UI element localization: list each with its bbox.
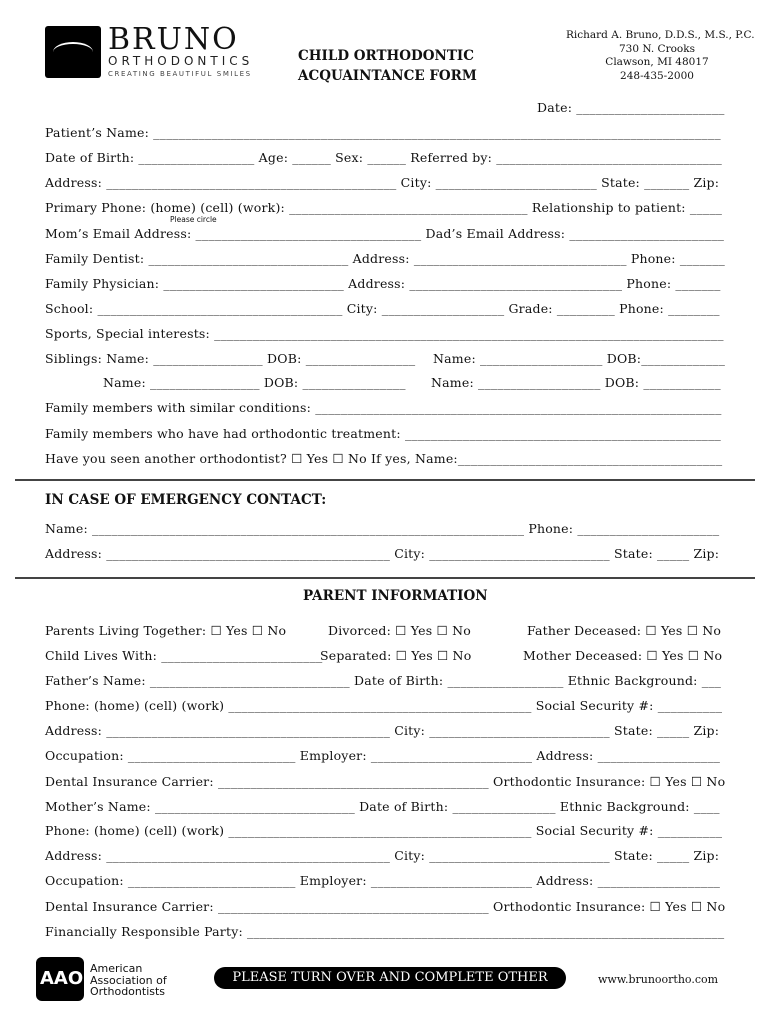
aao-line2: Association of: [90, 973, 167, 987]
father-address-row[interactable]: Address: ____________________________________________ City: ____________________________ State: _____ Zip:: [45, 723, 720, 738]
financial-party-row[interactable]: Financially Responsible Party: __________________________________________________________________________: [45, 924, 725, 939]
mother-phone-row[interactable]: Phone: (home) (cell) (work) _______________________________________________ Social Security #: __________: [45, 823, 723, 838]
mother-deceased-checkbox[interactable]: Mother Deceased: ☐ Yes ☐ No: [523, 648, 723, 663]
aao-logo-icon: [36, 957, 84, 1001]
mother-name-row[interactable]: Mother’s Name: _______________________________ Date of Birth: ________________ Ethnic Background: ____: [45, 799, 720, 814]
father-occupation-row[interactable]: Occupation: __________________________ Employer: _________________________ Address: ___________________: [45, 748, 721, 763]
dob-age-sex-row[interactable]: Date of Birth: __________________ Age: ______ Sex: ______ Referred by: ___________________________________: [45, 150, 722, 165]
separated-checkbox[interactable]: Separated: ☐ Yes ☐ No: [320, 648, 472, 663]
aao-line1: American: [90, 962, 143, 975]
mother-insurance-row[interactable]: Dental Insurance Carrier: __________________________________________ Orthodontic Insurance: ☐ Yes ☐ No: [45, 899, 726, 914]
please-circle-note: Please circle: [170, 215, 217, 224]
form-title-line1: CHILD ORTHODONTIC: [298, 48, 474, 64]
child-lives-with-field[interactable]: Child Lives With: _________________________: [45, 648, 323, 663]
primary-phone-row[interactable]: Primary Phone: (home) (cell) (work): _____________________________________ Relationship to patient: _____: [45, 200, 723, 215]
school-row[interactable]: School: ______________________________________ City: ___________________ Grade: _________ Phone: ________: [45, 301, 720, 316]
family-dentist-row[interactable]: Family Dentist: _______________________________ Address: _________________________________ Phone: _______: [45, 251, 726, 266]
doctor-name: Richard A. Bruno, D.D.S., M.S., P.C.: [566, 29, 755, 41]
another-orthodontist-row[interactable]: Have you seen another orthodontist? ☐ Yes ☐ No If yes, Name:_________________________________________: [45, 451, 723, 466]
city-state: Clawson, MI 48017: [605, 56, 709, 68]
mother-occupation-row[interactable]: Occupation: __________________________ Employer: _________________________ Address: ___________________: [45, 873, 721, 888]
father-insurance-row[interactable]: Dental Insurance Carrier: __________________________________________ Orthodontic Insurance: ☐ Yes ☐ No: [45, 774, 726, 789]
ortho-treatment-row[interactable]: Family members who have had orthodontic treatment: _________________________________________________: [45, 426, 721, 441]
family-physician-row[interactable]: Family Physician: ____________________________ Address: _________________________________ Phone: _______: [45, 276, 721, 291]
father-deceased-checkbox[interactable]: Father Deceased: ☐ Yes ☐ No: [527, 623, 722, 638]
aao-line3: Orthodontists: [90, 985, 166, 998]
parent-heading: PARENT INFORMATION: [303, 588, 488, 604]
aao-name: [90, 963, 167, 998]
divorced-checkbox[interactable]: Divorced: ☐ Yes ☐ No: [328, 623, 471, 638]
brand-tagline: CREATING BEAUTIFUL SMILES: [108, 70, 252, 78]
section-divider: [15, 479, 755, 481]
brand-subtitle: ORTHODONTICS: [108, 54, 254, 68]
section-divider: [15, 577, 755, 579]
sibling-row-1-left[interactable]: Siblings: Name: _________________ DOB: _________________: [45, 351, 416, 366]
email-row[interactable]: Mom’s Email Address: ___________________________________ Dad’s Email Address: ________________________: [45, 226, 725, 241]
bruno-logo-icon: [45, 26, 101, 78]
mother-address-row[interactable]: Address: ____________________________________________ City: ____________________________ State: _____ Zip:: [45, 848, 720, 863]
sibling-row-1-right[interactable]: Name: ___________________ DOB:_____________: [433, 351, 726, 366]
similar-conditions-row[interactable]: Family members with similar conditions: _______________________________________________________________: [45, 400, 722, 415]
emergency-name-row[interactable]: Name: ___________________________________________________________________ Phone: ______________________: [45, 521, 720, 536]
aao-mark: AAO: [40, 968, 84, 989]
father-phone-row[interactable]: Phone: (home) (cell) (work) _______________________________________________ Social Security #: __________: [45, 698, 723, 713]
turn-over-banner: PLEASE TURN OVER AND COMPLETE OTHER SIDE: [214, 967, 566, 989]
street: 730 N. Crooks: [618, 42, 696, 55]
website-link[interactable]: www.brunoortho.com: [598, 973, 719, 986]
date-field[interactable]: Date: _______________________: [537, 100, 725, 115]
form-title-line2: ACQUAINTANCE FORM: [298, 68, 477, 84]
patient-name-field[interactable]: Patient’s Name: ________________________________________________________________________________________: [45, 125, 721, 140]
living-together-checkbox[interactable]: Parents Living Together: ☐ Yes ☐ No: [45, 623, 287, 638]
practice-phone: 248-435-2000: [620, 69, 694, 82]
sibling-row-2-left[interactable]: Name: _________________ DOB: ________________: [103, 375, 406, 390]
sibling-row-2-right[interactable]: Name: ___________________ DOB: ____________: [431, 375, 721, 390]
form-title: [298, 46, 477, 86]
brand-name: BRUNO: [108, 22, 239, 57]
father-name-row[interactable]: Father’s Name: _______________________________ Date of Birth: __________________ Ethnic Background: ___: [45, 673, 722, 688]
emergency-address-row[interactable]: Address: ____________________________________________ City: ____________________________ State: _____ Zip:: [45, 546, 720, 561]
address-row[interactable]: Address: _____________________________________________ City: _________________________ State: _______ Zip:: [45, 175, 720, 190]
emergency-heading: IN CASE OF EMERGENCY CONTACT:: [45, 492, 327, 508]
practice-address: [566, 29, 755, 83]
sports-row[interactable]: Sports, Special interests: _______________________________________________________________________________: [45, 326, 724, 341]
